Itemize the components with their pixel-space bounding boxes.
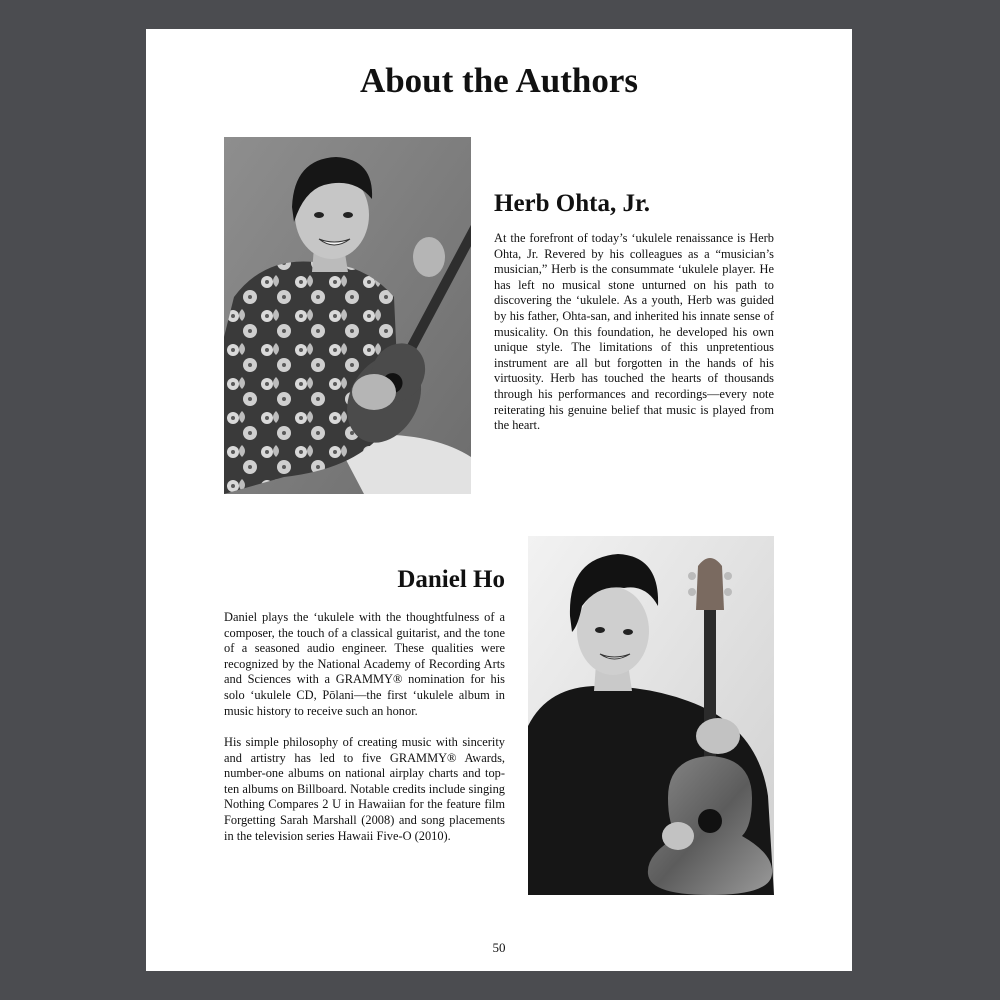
album-title: Pōlani xyxy=(322,687,354,702)
bio-text: Daniel plays the ‘ukulele with the thoughtfulness of a composer, the touch of a classical guitarist, and the tone of a seasoned audio engineer. These qualities were recognized by the National Academy of Recording Arts and Sciences with a GRAMMY® nomination for his solo ‘ukulele CD, xyxy=(224,610,505,702)
page-number: 50 xyxy=(492,940,506,955)
author-bio-daniel-ho-paragraph-1 xyxy=(224,610,505,719)
daniel-ho-photo-graphic xyxy=(528,536,774,895)
bio-text: (2008) and song placements in the television series xyxy=(224,812,505,843)
bio-text: in Hawaiian for the feature film xyxy=(341,797,505,812)
author-name-daniel-ho: Daniel Ho xyxy=(397,566,505,593)
bio-text: His simple philosophy of creating music with sincerity and artistry has led to five GRAMMY® Awards, number-one albums on national airplay charts and top-ten albums on Billboard. Notable credits include singing xyxy=(224,735,505,796)
film-title: Forgetting Sarah Marshall xyxy=(224,812,357,827)
herb-ohta-photo xyxy=(224,137,471,494)
bio-text: —the first ‘ukulele album in music history to receive such an honor. xyxy=(224,687,505,718)
bio-text: (2010). xyxy=(411,828,451,843)
author-name-herb-ohta: Herb Ohta, Jr. xyxy=(494,190,651,217)
page-title: About the Authors xyxy=(359,61,639,100)
daniel-ho-photo xyxy=(528,536,774,895)
author-bio-daniel-ho-paragraph-2 xyxy=(224,735,505,844)
song-title: Nothing Compares 2 U xyxy=(224,797,342,812)
herb-ohta-photo-graphic xyxy=(224,137,471,494)
series-title: Hawaii Five-O xyxy=(337,828,412,843)
book-page xyxy=(146,29,852,971)
author-bio-herb-ohta: At the forefront of today’s ‘ukulele renaissance is Herb Ohta, Jr. Revered by his colleagues as a “musician’s musician,” Herb is the consummate ‘ukulele player. He has left no musical stone unturned on his path to discovering the ‘ukulele. As a youth, Herb was guided by his father, Ohta-san, and inherited his innate sense of musicality. On this foundation, he developed his own unique style. The limitations of this unpretentious instrument are all but forgotten in the hands of his virtuosity. Herb has touched the hearts of thousands through his performances and recordings—every note reiterating his genuine belief that music is played from the heart. xyxy=(494,231,774,433)
